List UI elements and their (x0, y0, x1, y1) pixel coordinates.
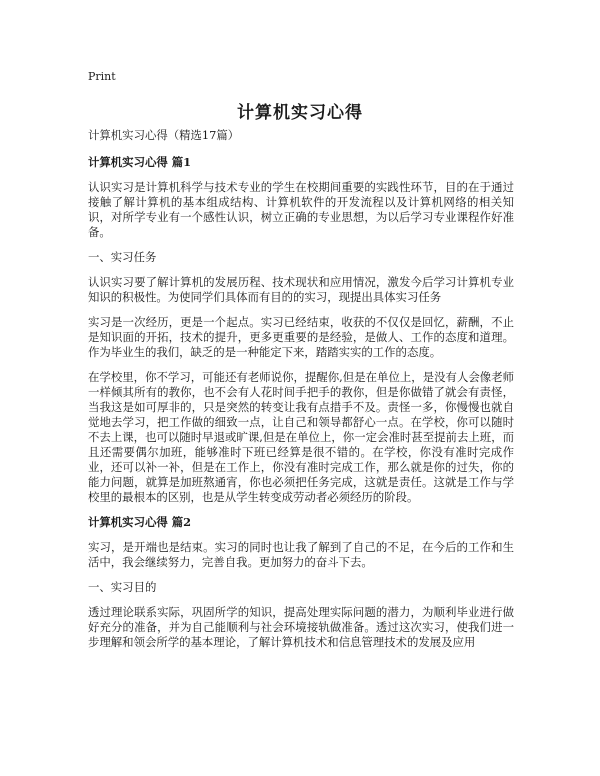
section-1-paragraph-1: 认识实习是计算机科学与技术专业的学生在校期间重要的实践性环节，目的在于通过接触了解计算机的基本组成结构、计算机软件的开发流程以及计算机网络的相关知识，对所学专业有一个感性认识，树立正确的专业思想，为以后学习专业课程作好准备。 (88, 180, 514, 239)
document-subtitle: 计算机实习心得（精选17篇） (88, 128, 240, 142)
document-body (88, 128, 514, 660)
section-1-heading-tasks: 一、实习任务 (88, 250, 157, 264)
section-2-title: 计算机实习心得 篇2 (88, 515, 192, 529)
section-1-paragraph-2: 认识实习要了解计算机的发展历程、技术现状和应用情况，激发今后学习计算机专业知识的积极性。为使同学们具体而有目的的实习，现提出具体实习任务 (88, 275, 514, 304)
section-1-paragraph-4: 在学校里，你不学习，可能还有老师说你，提醒你,但是在单位上，是没有人会像老师一样倾其所有的教你，也不会有人花时间手把手的教你，但是你做错了就会有责怪，当我这是如可厚非的，只是突然的转变让我有点措手不及。责怪一多，你慢慢也就自觉地去学习，把工作做的细致一点，让自己和领导都舒心一点。在学校，你可以随时不去上课，也可以随时早退或旷课,但是在单位上，你一定会准时甚至提前去上班，而且还需要偶尔加班，能够准时下班已经算是很不错的。在学校，你没有准时完成作业，还可以补一补，但是在工作上，你没有准时完成工作，那么就是你的过失，你的能力问题，就算是加班熬通宵，你也必须把任务完成，这就是责任。这就是工作与学校里的最根本的区别，也是从学生转变成劳动者必须经历的阶段。 (88, 370, 514, 504)
section-2-paragraph-2: 透过理论联系实际，巩固所学的知识，提高处理实际问题的潜力，为顺利毕业进行做好充分的准备，并为自己能顺利与社会环境接轨做准备。透过这次实习，使我们进一步理解和领会所学的基本理论，了解计算机技术和信息管理技术的发展及应用 (88, 605, 514, 649)
section-2-paragraph-1: 实习，是开端也是结束。实习的同时也让我了解到了自己的不足，在今后的工作和生活中，我会继续努力，完善自我。更加努力的奋斗下去。 (88, 540, 514, 569)
print-label: Print (88, 70, 116, 83)
section-1-paragraph-3: 实习是一次经历，更是一个起点。实习已经结束，收获的不仅仅是回忆，薪酬，不止是知识面的开拓，技术的提升，更多更重要的是经验，是做人、工作的态度和道理。作为毕业生的我们，缺乏的是一种能定下来，踏踏实实的工作的态度。 (88, 315, 514, 359)
page-title: 计算机实习心得 (237, 103, 363, 123)
section-1-title: 计算机实习心得 篇1 (88, 155, 192, 169)
section-2-heading-purpose: 一、实习目的 (88, 580, 157, 594)
